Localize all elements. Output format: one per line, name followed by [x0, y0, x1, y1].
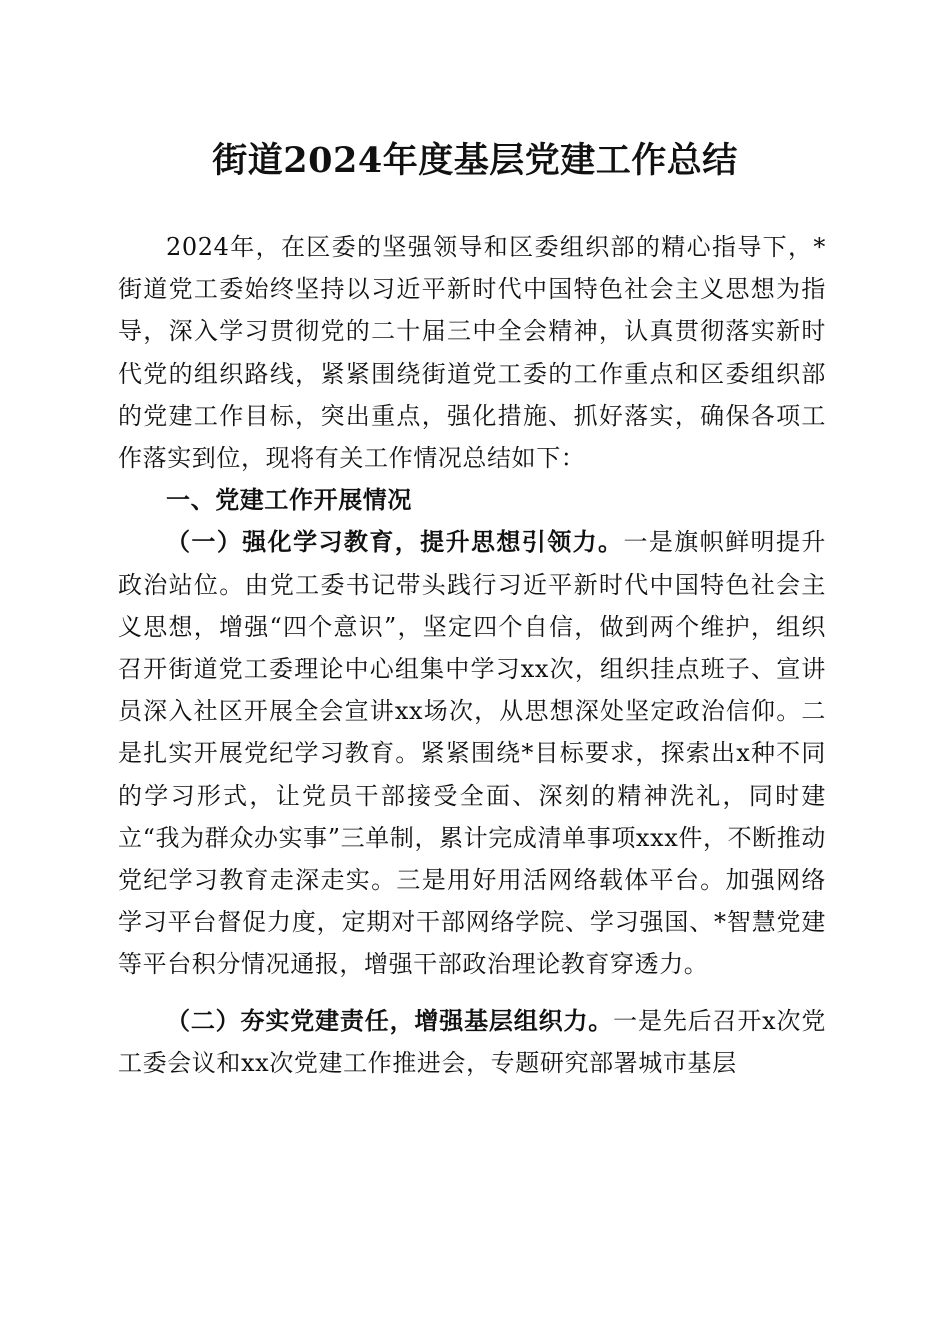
paragraph-party-responsibility: [118, 1000, 826, 1084]
paragraph-study-education-text: 一是旗帜鲜明提升政治站位。由党工委书记带头践行习近平新时代中国特色社会主义思想，增强“四个意识”，坚定四个自信，做到两个维护，组织召开街道党工委理论中心组集中学习xx次，组织挂点班子、宣讲员深入社区开展全会宣讲xx场次，从思想深处坚定政治信仰。二是扎实开展党纪学习教育。紧紧围绕*目标要求，探索出x种不同的学习形式，让党员干部接受全面、深刻的精神洗礼，同时建立“我为群众办实事”三单制，累计完成清单事项xxx件，不断推动党纪学习教育走深走实。三是用好用活网络载体平台。加强网络学习平台督促力度，定期对干部网络学院、学习强国、*智慧党建等平台积分情况通报，增强干部政治理论教育穿透力。: [118, 528, 826, 979]
paragraph-study-education: [118, 521, 826, 985]
subheading-party-responsibility: （二）夯实党建责任，增强基层组织力。: [166, 1006, 614, 1035]
paragraph-spacer: [118, 986, 826, 1000]
section-heading: 一、党建工作开展情况: [166, 486, 412, 515]
document-title: 街道2024年度基层党建工作总结: [212, 140, 738, 181]
paragraph-party-responsibility-text: 一是先后召开x次党工委会议和xx次党建工作推进会，专题研究部署城市基层: [118, 1006, 826, 1077]
document-body: [118, 226, 826, 1084]
subheading-study-education: （一）强化学习教育，提升思想引领力。: [166, 528, 624, 557]
intro-paragraph: 2024年，在区委的坚强领导和区委组织部的精心指导下，*街道党工委始终坚持以习近平新时代中国特色社会主义思想为指导，深入学习贯彻党的二十届三中全会精神，认真贯彻落实新时代党的组织路线，紧紧围绕街道党工委的工作重点和区委组织部的党建工作目标，突出重点，强化措施、抓好落实，确保各项工作落实到位，现将有关工作情况总结如下：: [118, 233, 826, 473]
